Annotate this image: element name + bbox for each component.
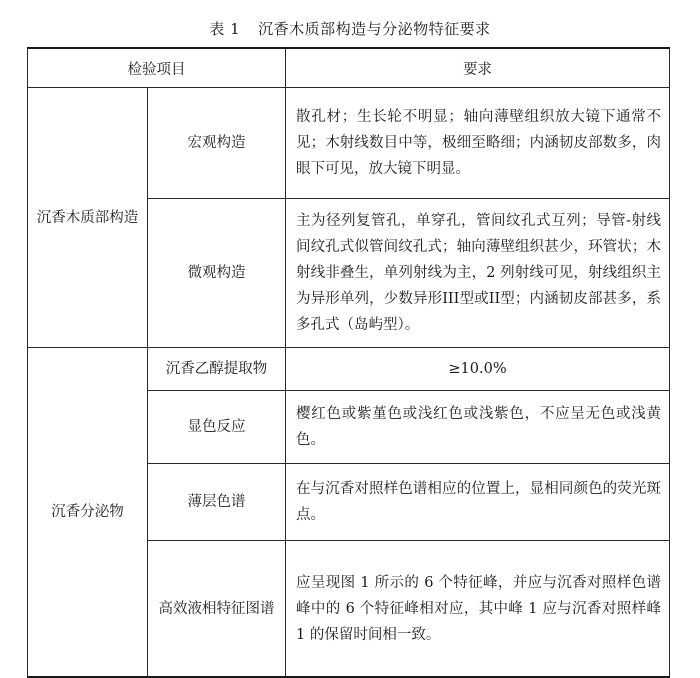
table-title: 沉香木质部构造与分泌物特征要求 [258, 20, 491, 38]
item-cell: 高效液相特征图谱 [148, 541, 286, 678]
category-cell [28, 88, 148, 348]
item-cell: 宏观构造 [148, 88, 286, 199]
requirement-cell: 樱红色或紫堇色或浅红色或浅紫色，不应呈无色或浅黄色。 [286, 391, 670, 464]
item-cell: 微观构造 [148, 199, 286, 348]
category-label: 沉香木质部构造 [36, 209, 139, 226]
requirement-cell: 在与沉香对照样色谱相应的位置上，显相同颜色的荧光斑点。 [286, 464, 670, 541]
header-inspection-item: 检验项目 [28, 48, 286, 88]
table-caption [0, 18, 700, 39]
header-requirement: 要求 [286, 48, 670, 88]
table-row [28, 88, 670, 199]
table-number: 表 1 [209, 20, 241, 38]
requirement-cell: 应呈现图 1 所示的 6 个特征峰，并应与沉香对照样色谱峰中的 6 个特征峰相对应，其中峰 1 应与沉香对照样峰 1 的保留时间相一致。 [286, 541, 670, 678]
item-cell: 薄层色谱 [148, 464, 286, 541]
table-row [28, 348, 670, 391]
item-cell: 沉香乙醇提取物 [148, 348, 286, 391]
category-cell [28, 348, 148, 678]
requirement-cell: 散孔材；生长轮不明显；轴向薄壁组织放大镜下通常不见；木射线数目中等，极细至略细；内涵韧皮部数多，肉眼下可见，放大镜下明显。 [286, 88, 670, 199]
requirement-cell: 主为径列复管孔，单穿孔，管间纹孔式互列；导管-射线间纹孔式似管间纹孔式；轴向薄壁组织甚少，环管状；木射线非叠生，单列射线为主，2 列射线可见，射线组织主为异形单列，少数异形III型或II型；内涵韧皮部甚多，系多孔式（岛屿型）。 [286, 199, 670, 348]
requirements-table [27, 47, 670, 678]
category-label: 沉香分泌物 [51, 504, 124, 520]
table-header-row [28, 48, 670, 88]
item-cell: 显色反应 [148, 391, 286, 464]
requirement-cell: ≥10.0% [286, 348, 670, 391]
